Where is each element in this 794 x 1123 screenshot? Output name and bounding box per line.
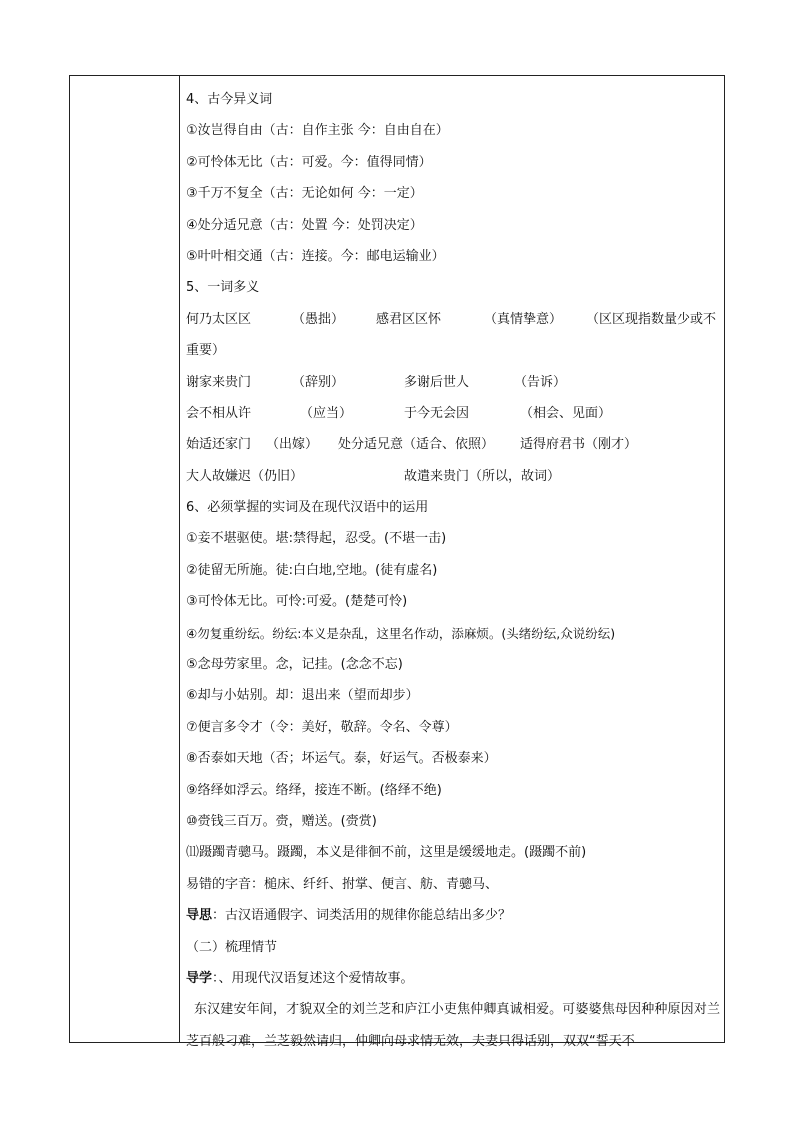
polysemy-meaning: （相会、见面） [520,405,612,421]
pronunciation-note: 易错的字音：槌床、纤纤、拊掌、便言、舫、青骢马、 [186,876,499,892]
section-heading-key-words: 6、必须掌握的实词及在现代汉语中的运用 [186,500,429,516]
polysemy-meaning: （愚拙） [292,311,345,327]
table-frame [69,75,725,1049]
column-divider [179,76,180,1042]
polysemy-phrase: 大人故嫌迟（仍旧） [186,468,304,484]
list-item: ①妾不堪驱使。堪:禁得起，忍受。(不堪一击) [186,531,447,547]
section-heading-polysemy: 5、一词多义 [186,280,260,296]
section-heading-ancient-modern: 4、古今异义词 [186,92,273,107]
list-item: ②徒留无所施。徒:白白地,空地。(徒有虚名) [186,562,438,578]
list-item: ⑾蹑躅青骢马。蹑躅，本义是徘徊不前，这里是缓缓地走。(蹑躅不前) [186,845,587,861]
polysemy-meaning: （辞别） [292,374,345,390]
list-item: ⑩赍钱三百万。赍，赠送。(赍赏) [186,813,377,829]
polysemy-meaning: （应当） [300,405,353,421]
guide-think [186,900,720,931]
polysemy-phrase: 处分适兄意（适合、依照） [338,437,495,453]
list-item: ④处分适兄意（古：处置 今：处罚决定） [186,217,423,233]
list-item: ③可怜体无比。可怜:可爱。(楚楚可怜) [186,594,408,610]
list-item: ②可怜体无比（古：可爱。今：值得同情） [186,154,432,170]
story-paragraph: 东汉建安年间，才貌双全的刘兰芝和庐江小吏焦仲卿真诚相爱。可婆婆焦母因种种原因对兰芝百般刁难，兰芝毅然请归，仲卿向母求情无效，夫妻只得话别，双双“誓天不 [186,1002,720,1049]
polysemy-row [186,429,720,460]
table-content-cell [186,84,720,1057]
polysemy-row [186,398,720,429]
list-item: ③千万不复全（古：无论如何 今：一定） [186,186,423,202]
polysemy-row [186,304,720,335]
polysemy-phrase: 谢家来贵门 [186,374,252,390]
polysemy-phrase: 于今无会因 [404,405,470,421]
guide-learn [186,963,720,994]
guide-think-label: 导思 [186,908,213,924]
list-item: ⑤念母劳家里。念，记挂。(念念不忘) [186,657,403,673]
polysemy-phrase: 故遣来贵门（所以，故词） [404,468,561,484]
list-item: ④勿复重纷纭。纷纭:本义是杂乱，这里名作动，添麻烦。(头绪纷纭,众说纷纭) [186,625,616,641]
list-item: ⑤叶叶相交通（古：连接。今：邮电运输业） [186,248,445,264]
guide-learn-label: 导学 [186,970,213,986]
polysemy-row [186,367,720,398]
list-item: ⑥却与小姑别。却：退出来（望而却步） [186,688,419,704]
polysemy-phrase: 会不相从许 [186,405,252,421]
polysemy-note-continued: 重要） [186,343,226,359]
guide-learn-text: ：、用现代汉语复述这个爱情故事。 [212,970,414,986]
polysemy-meaning: （真情挚意） [484,311,563,327]
list-item: ①汝岂得自由（古：自作主张 今：自由自在） [186,123,449,139]
polysemy-row [186,461,720,492]
polysemy-phrase: 何乃太区区 [186,311,252,327]
section-heading-plot: （二）梳理情节 [186,939,278,955]
polysemy-phrase: 始适还家门 [186,437,252,453]
list-item: ⑦便言多令才（令：美好，敬辞。令名、令尊） [186,719,458,735]
polysemy-note: （区区现指数量少或不 [586,311,717,327]
polysemy-phrase: 多谢后世人 [404,374,470,390]
guide-think-text: ：古汉语通假字、词类活用的规律你能总结出多少？ [212,908,512,924]
list-item: ⑨络绎如浮云。络绎，接连不断。(络绎不绝) [186,782,442,798]
polysemy-meaning: （出嫁） [266,437,319,453]
list-item: ⑧否泰如天地（否；坏运气。泰，好运气。否极泰来） [186,751,497,767]
polysemy-phrase: 适得府君书（刚才） [520,437,638,453]
polysemy-meaning: （告诉） [514,374,567,390]
polysemy-phrase: 感君区区怀 [376,311,442,327]
